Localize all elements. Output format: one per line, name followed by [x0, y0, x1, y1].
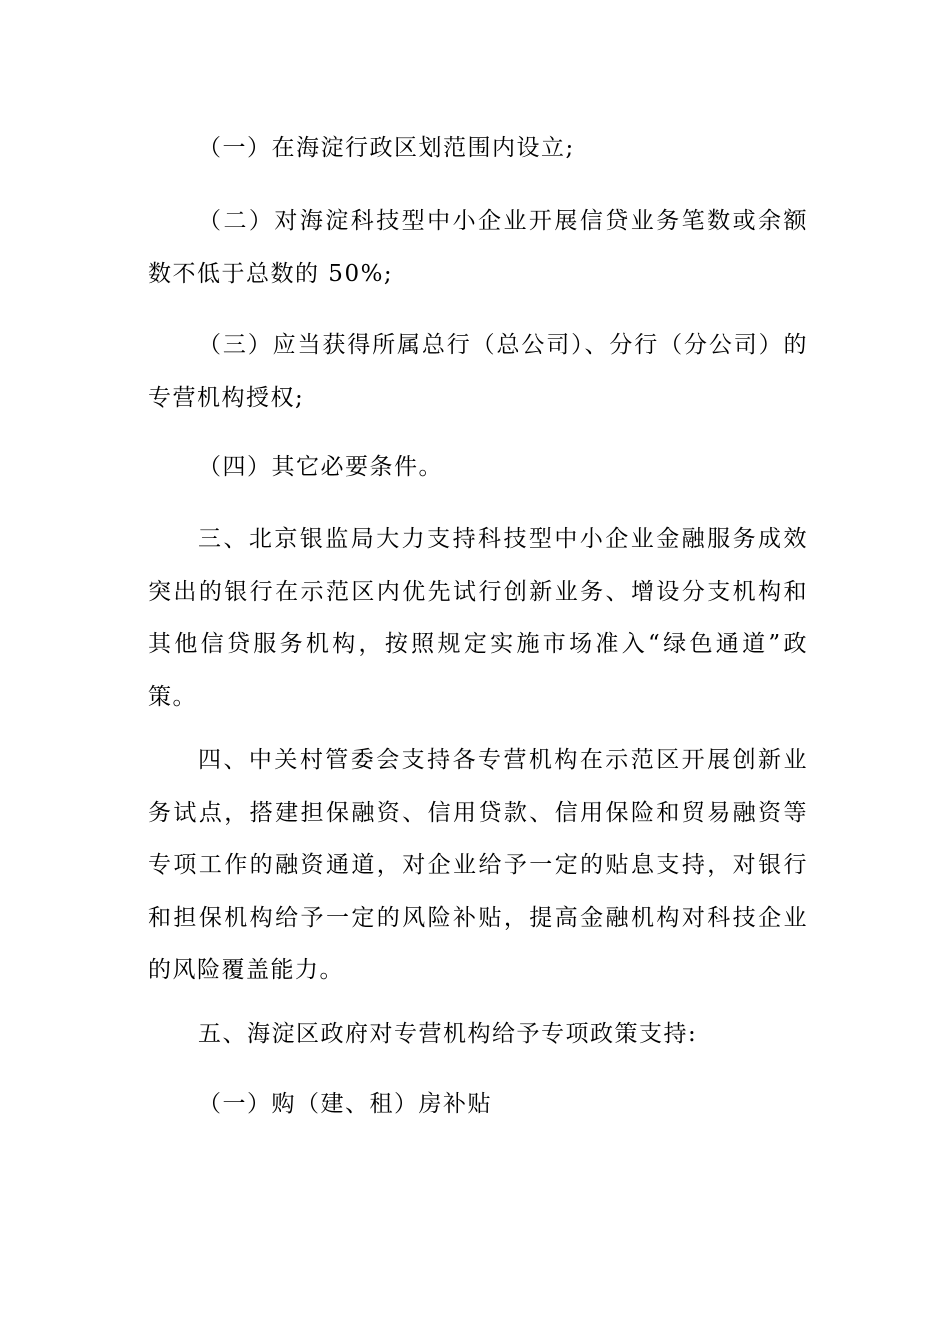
- paragraph-condition-3: （三）应当获得所属总行（总公司）、分行（分公司）的专营机构授权;: [148, 332, 808, 411]
- paragraph-subsidy-1: （一）购（建、租）房补贴: [198, 1091, 492, 1117]
- paragraph-section-3: 三、北京银监局大力支持科技型中小企业金融服务成效突出的银行在示范区内优先试行创新业务、增设分支机构和其他信贷服务机构，按照规定实施市场准入“绿色通道”政策。: [148, 526, 808, 710]
- paragraph-condition-1: （一）在海淀行政区划范围内设立;: [198, 135, 575, 161]
- paragraph-section-5: 五、海淀区政府对专营机构给予专项政策支持:: [198, 1021, 698, 1047]
- paragraph-section-4: 四、中关村管委会支持各专营机构在示范区开展创新业务试点，搭建担保融资、信用贷款、信用保险和贸易融资等专项工作的融资通道，对企业给予一定的贴息支持，对银行和担保机构给予一定的风险补贴，提高金融机构对科技企业的风险覆盖能力。: [148, 747, 808, 983]
- paragraph-condition-2: （二）对海淀科技型中小企业开展信贷业务笔数或余额数不低于总数的 50%;: [148, 208, 808, 287]
- paragraph-condition-4: （四）其它必要条件。: [198, 454, 443, 480]
